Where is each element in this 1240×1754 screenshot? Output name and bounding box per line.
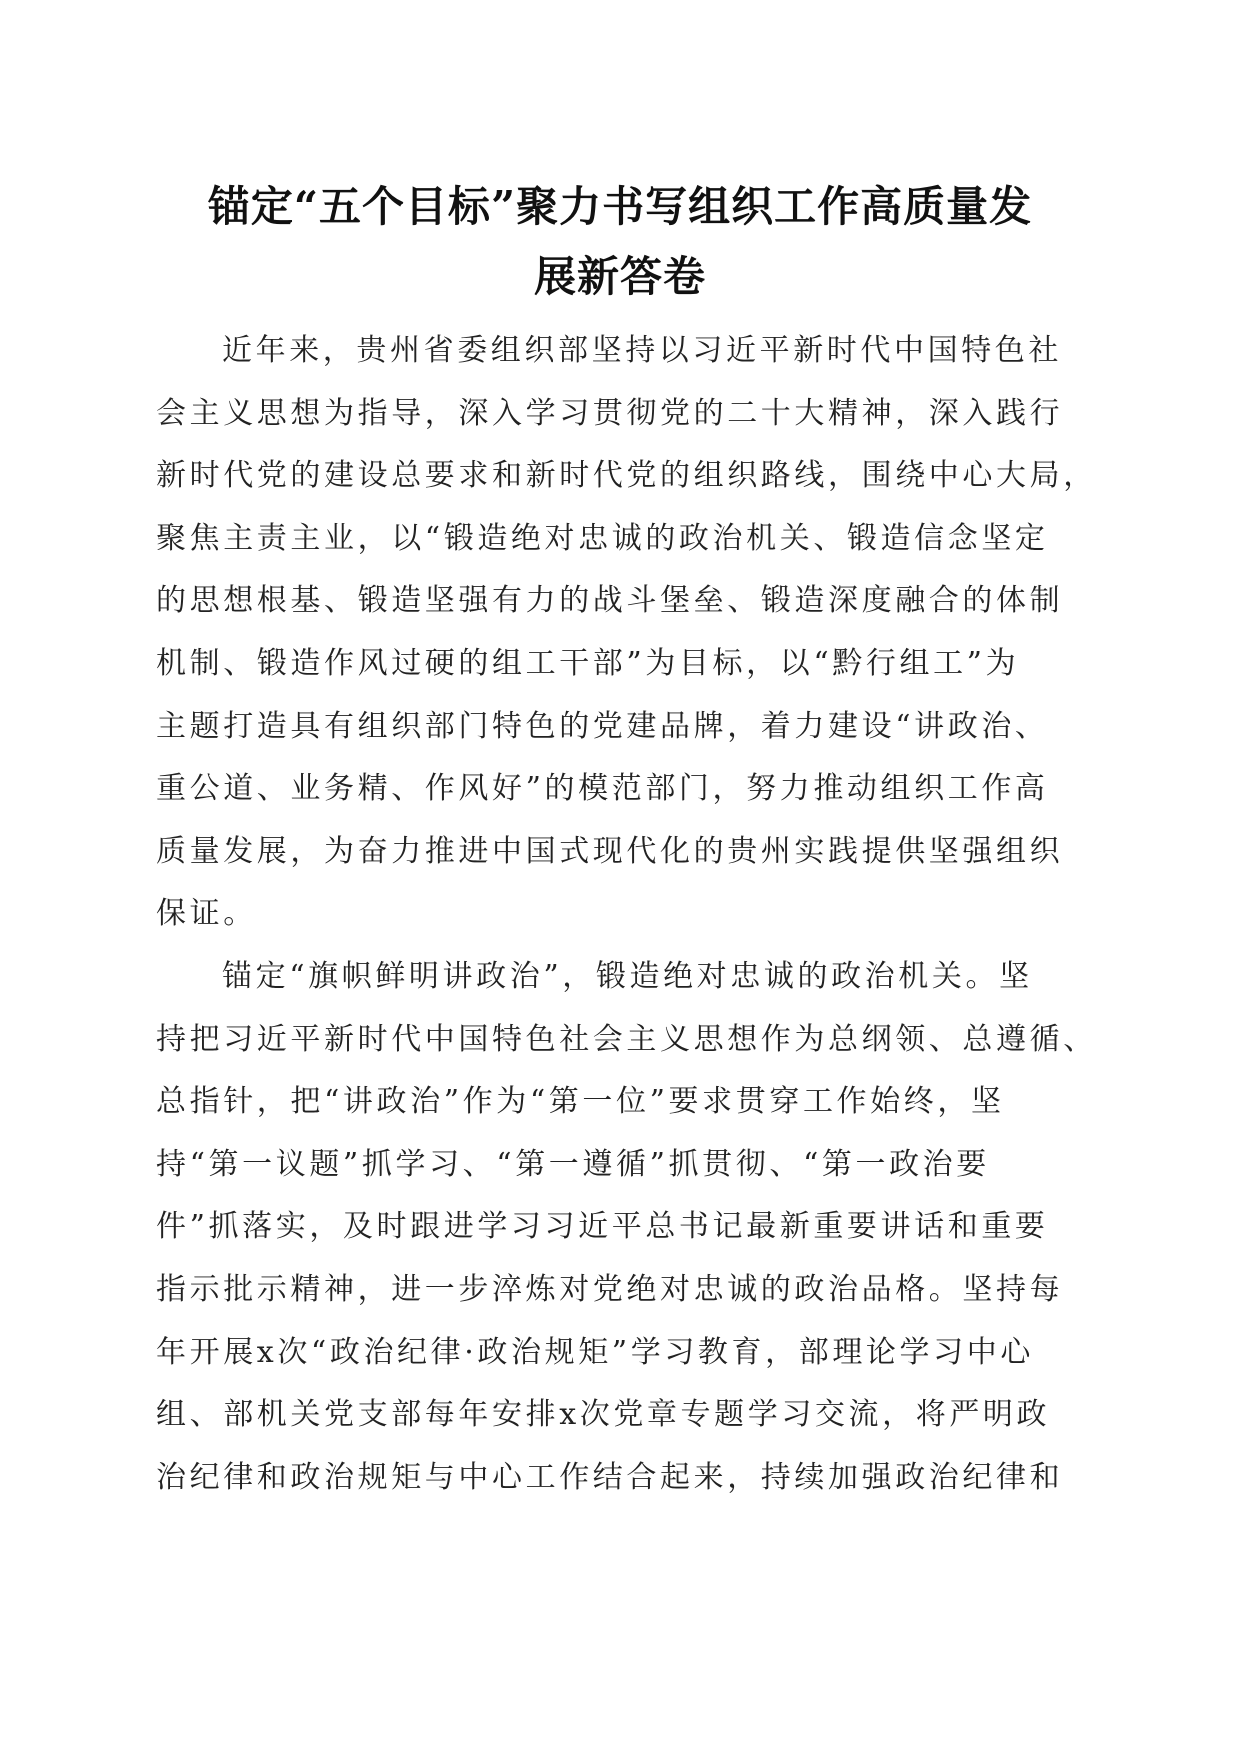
- title-line-2: 展新答卷: [533, 252, 706, 301]
- paragraph-intro: [156, 320, 1106, 946]
- text-line: 近年来，贵州省委组织部坚持以习近平新时代中国特色社: [222, 333, 1062, 368]
- text-line: 聚焦主责主业，以“锻造绝对忠诚的政治机关、锻造信念坚定: [156, 520, 1049, 556]
- text-line: 年开展x次“政治纪律·政治规矩”学习教育，部理论学习中心: [156, 1334, 1034, 1370]
- text-line: 指示批示精神，进一步淬炼对党绝对忠诚的政治品格。坚持每: [156, 1271, 1064, 1307]
- text-line: 的思想根基、锻造坚强有力的战斗堡垒、锻造深度融合的体制: [156, 583, 1064, 619]
- text-line: 治纪律和政治规矩与中心工作结合起来，持续加强政治纪律和: [156, 1459, 1064, 1495]
- text-line: 持把习近平新时代中国特色社会主义思想作为总纲领、总遵循、: [156, 1021, 1097, 1057]
- text-line: 持“第一议题”抓学习、“第一遵循”抓贯彻、“第一政治要: [156, 1146, 990, 1182]
- text-line: 锚定“旗帜鲜明讲政治”，锻造绝对忠诚的政治机关。坚: [222, 958, 1033, 994]
- text-line: 主题打造具有组织部门特色的党建品牌，着力建设“讲政治、: [156, 708, 1049, 744]
- text-line: 新时代党的建设总要求和新时代党的组织路线，围绕中心大局，: [156, 458, 1097, 494]
- text-line: 组、部机关党支部每年安排x次党章专题学习交流，将严明政: [156, 1397, 1051, 1433]
- paragraph-politics: [156, 946, 1106, 1509]
- text-line: 总指针，把“讲政治”作为“第一位”要求贯穿工作始终，坚: [156, 1084, 1005, 1120]
- document-title: [150, 172, 1090, 312]
- text-line: 件”抓落实，及时跟进学习习近平总书记最新重要讲话和重要: [156, 1209, 1049, 1245]
- text-line: 重公道、业务精、作风好”的模范部门，努力推动组织工作高: [156, 771, 1049, 807]
- text-line: 会主义思想为指导，深入学习贯彻党的二十大精神，深入践行: [156, 395, 1064, 431]
- title-line-1: 锚定“五个目标”聚力书写组织工作高质量发: [207, 182, 1033, 231]
- text-line: 机制、锻造作风过硬的组工干部”为目标，以“黔行组工”为: [156, 645, 1020, 681]
- text-line: 质量发展，为奋力推进中国式现代化的贵州实践提供坚强组织: [156, 833, 1064, 869]
- document-body: [156, 320, 1106, 1509]
- text-line: 保证。: [156, 896, 257, 932]
